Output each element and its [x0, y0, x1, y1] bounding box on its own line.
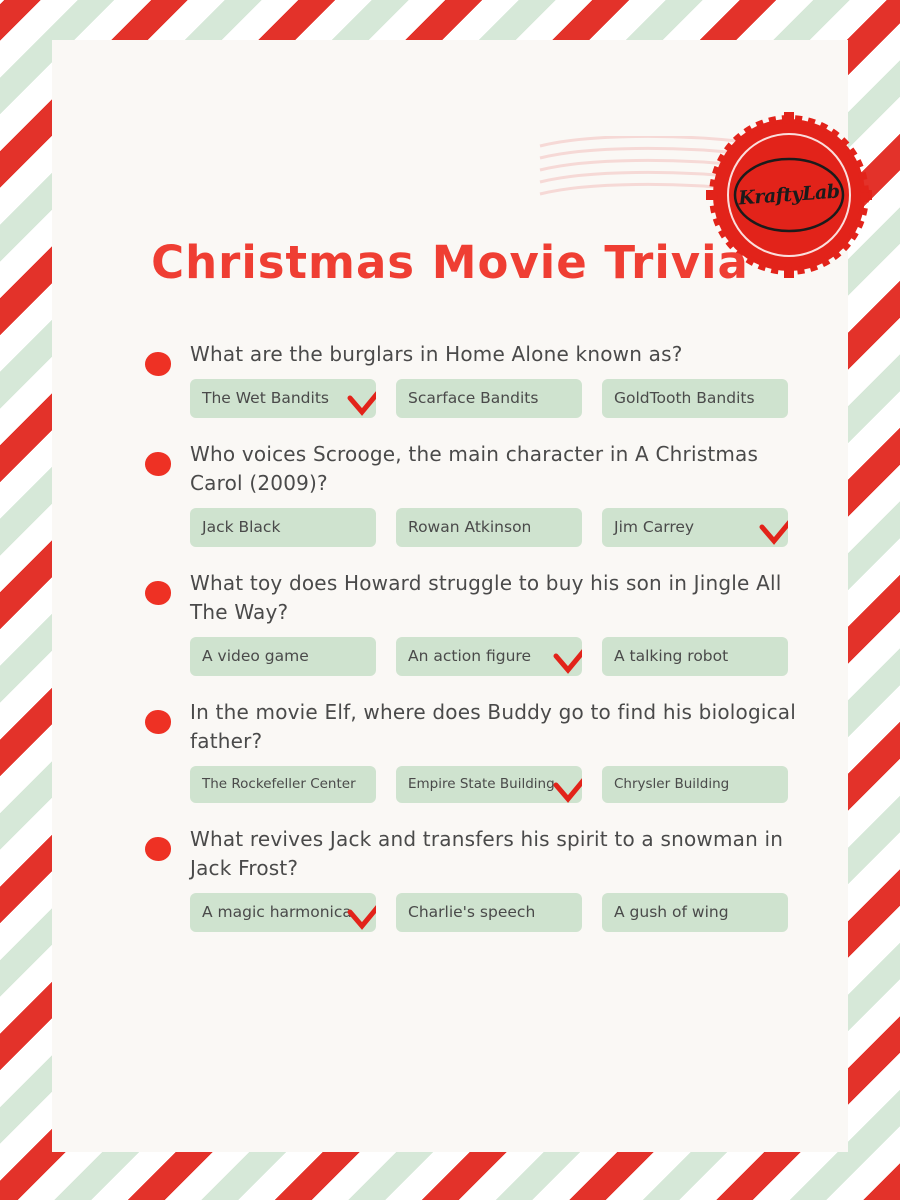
answer-option[interactable]	[602, 379, 788, 418]
page-title: Christmas Movie Trivia	[151, 236, 749, 289]
answer-option[interactable]	[190, 893, 376, 932]
question-text: In the movie Elf, where does Buddy go to find his biological father?	[190, 700, 797, 754]
question-block	[98, 825, 810, 932]
answer-label: A gush of wing	[614, 902, 729, 921]
answer-options	[98, 508, 810, 547]
answer-option[interactable]	[190, 379, 376, 418]
answer-option[interactable]	[396, 893, 582, 932]
question-block	[98, 440, 810, 547]
question-bullet-icon	[145, 710, 171, 734]
answer-label: Jim Carrey	[614, 518, 695, 537]
question-block	[98, 698, 810, 803]
answer-option[interactable]	[602, 508, 788, 547]
answer-label: A magic harmonica	[202, 902, 352, 921]
answer-options	[98, 379, 810, 418]
answer-option[interactable]	[396, 637, 582, 676]
answer-label: Scarface Bandits	[408, 389, 539, 407]
answer-options	[98, 766, 810, 803]
question-text: What are the burglars in Home Alone known as?	[190, 342, 683, 366]
question-bullet-icon	[145, 352, 171, 376]
check-mark-icon	[758, 510, 788, 547]
answer-label: Jack Black	[202, 518, 281, 537]
question-bullet-icon	[145, 581, 171, 605]
answer-label: The Wet Bandits	[202, 389, 329, 407]
question-text: What toy does Howard struggle to buy his son in Jingle All The Way?	[190, 571, 782, 625]
answer-option[interactable]	[602, 766, 788, 803]
check-mark-icon	[552, 639, 582, 676]
trivia-question-list	[98, 340, 810, 948]
answer-label: Charlie's speech	[408, 902, 536, 921]
answer-label: A talking robot	[614, 647, 729, 666]
answer-option[interactable]	[396, 508, 582, 547]
answer-option[interactable]	[396, 766, 582, 803]
answer-option[interactable]	[190, 637, 376, 676]
answer-option[interactable]	[190, 508, 376, 547]
answer-option[interactable]	[602, 893, 788, 932]
answer-label: Rowan Atkinson	[408, 518, 532, 537]
answer-label: Chrysler Building	[614, 776, 730, 793]
answer-label: A video game	[202, 647, 309, 666]
question-block	[98, 569, 810, 676]
question-bullet-icon	[145, 837, 171, 861]
answer-option[interactable]	[602, 637, 788, 676]
question-bullet-icon	[145, 452, 171, 476]
check-mark-icon	[346, 381, 376, 418]
question-text: What revives Jack and transfers his spirit to a snowman in Jack Frost?	[190, 826, 784, 880]
answer-label: An action figure	[408, 647, 531, 666]
answer-options	[98, 637, 810, 676]
answer-option[interactable]	[190, 766, 376, 803]
worksheet-card	[52, 40, 848, 1152]
answer-option[interactable]	[396, 379, 582, 418]
brand-stamp-label: KraftyLab	[737, 180, 841, 210]
answer-label: The Rockefeller Center	[202, 776, 356, 793]
question-text: Who voices Scrooge, the main character in A Christmas Carol (2009)?	[190, 442, 759, 496]
question-block	[98, 340, 810, 418]
answer-label: Empire State Building	[408, 776, 555, 793]
answer-label: GoldTooth Bandits	[614, 389, 755, 407]
check-mark-icon	[552, 768, 582, 803]
answer-options	[98, 893, 810, 932]
